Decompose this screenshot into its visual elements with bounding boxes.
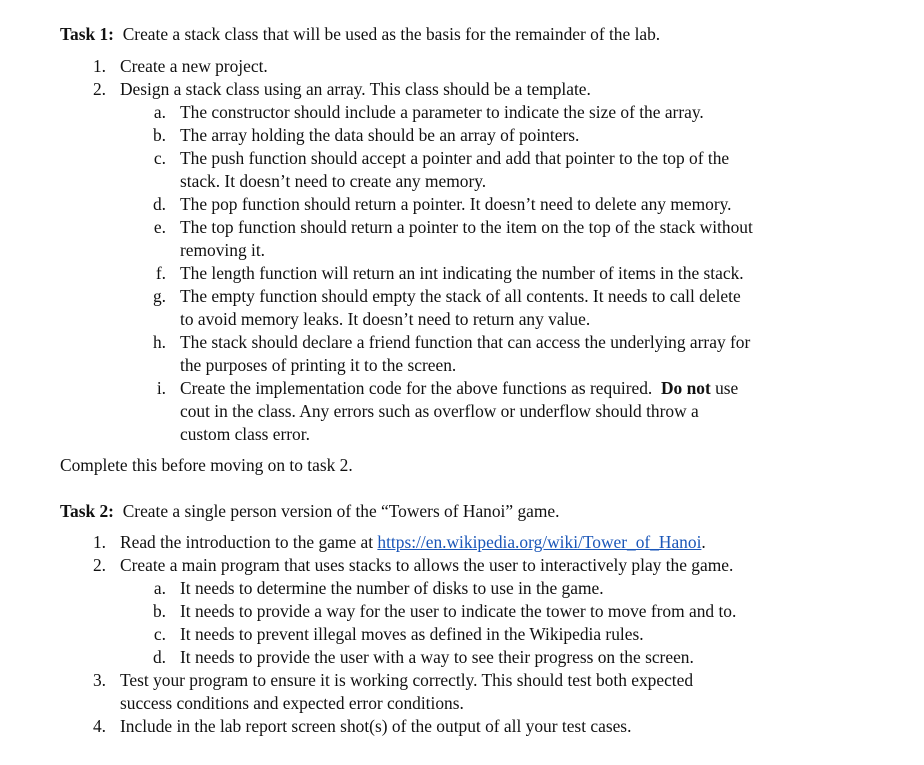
task1-subitem-g-line1: The empty function should empty the stack of all contents. It needs to call delete (180, 286, 741, 306)
task1-subitem-e-letter: e. (153, 217, 166, 237)
task1-subitem-f-line1: The length function will return an int indicating the number of items in the stack. (180, 263, 744, 283)
task1-subitem-d-line1: The pop function should return a pointer. It doesn’t need to delete any memory. (180, 194, 732, 214)
wikipedia-link[interactable]: https://en.wikipedia.org/wiki/Tower_of_Hanoi (377, 532, 702, 552)
task2-title: Create a single person version of the “Towers of Hanoi” game. (122, 501, 560, 521)
task2-item2-number: 2. (92, 555, 106, 575)
task2-subitem-a-letter: a. (153, 578, 166, 598)
task2-heading (60, 500, 559, 523)
task1-subitem-e-line2: removing it. (180, 240, 266, 260)
task2-item3-line1: Test your program to ensure it is working correctly. This should test both expected (120, 670, 694, 690)
task1-subitem-i-line1 (180, 377, 738, 400)
task1-subitem-h-letter: h. (152, 332, 166, 352)
task2-subitem-d-letter: d. (152, 647, 166, 667)
task1-subitem-b-line1: The array holding the data should be an array of pointers. (180, 125, 580, 145)
task2-item4-text: Include in the lab report screen shot(s) of the output of all your test cases. (120, 716, 632, 736)
task2-item3-number: 3. (92, 670, 106, 690)
do-not-emphasis: Do not (660, 378, 711, 398)
task1-subitem-g-line2: to avoid memory leaks. It doesn’t need to return any value. (180, 309, 591, 329)
task2-label: Task 2: (60, 501, 114, 521)
task1-subitem-i-line2: cout in the class. Any errors such as overflow or underflow should throw a (180, 401, 699, 421)
task2-item1-text (120, 531, 706, 554)
task1-item2-text: Design a stack class using an array. This class should be a template. (120, 79, 591, 99)
task2-item4-number: 4. (92, 716, 106, 736)
task1-subitem-c-letter: c. (153, 148, 166, 168)
task1-heading (60, 23, 660, 46)
task1-label: Task 1: (60, 24, 114, 44)
task1-subitem-e-line1: The top function should return a pointer to the item on the top of the stack without (180, 217, 753, 237)
task1-subitem-i-letter: i. (156, 378, 166, 398)
task2-subitem-b-text: It needs to provide a way for the user to indicate the tower to move from and to. (180, 601, 737, 621)
task2-item1-number: 1. (92, 532, 106, 552)
task2-subitem-c-text: It needs to prevent illegal moves as defined in the Wikipedia rules. (180, 624, 644, 644)
task2-item2-text: Create a main program that uses stacks to allows the user to interactively play the game. (120, 555, 734, 575)
task1-subitem-d-letter: d. (152, 194, 166, 214)
task1-subitem-c-line1: The push function should accept a pointer and add that pointer to the top of the (180, 148, 730, 168)
task2-item3-line2: success conditions and expected error conditions. (120, 693, 464, 713)
task1-subitem-a-line1: The constructor should include a parameter to indicate the size of the array. (180, 102, 704, 122)
task2-subitem-d-text: It needs to provide the user with a way to see their progress on the screen. (180, 647, 694, 667)
task2-subitem-a-text: It needs to determine the number of disks to use in the game. (180, 578, 604, 598)
subitem-i-text-pre: Create the implementation code for the above functions as required. (180, 378, 661, 398)
task2-item1-pre: Read the introduction to the game at (120, 532, 378, 552)
task1-item1-number: 1. (92, 56, 106, 76)
task1-subitem-a-letter: a. (153, 102, 166, 122)
task1-subitem-i-line3: custom class error. (180, 424, 310, 444)
subitem-i-text-post: use (710, 378, 739, 398)
task1-subitem-h-line2: the purposes of printing it to the screen. (180, 355, 457, 375)
task1-subitem-b-letter: b. (152, 125, 166, 145)
task1-item1-text: Create a new project. (120, 56, 268, 76)
task2-subitem-c-letter: c. (153, 624, 166, 644)
task1-footer: Complete this before moving on to task 2. (60, 455, 353, 475)
task1-subitem-c-line2: stack. It doesn’t need to create any memory. (180, 171, 487, 191)
task1-subitem-f-letter: f. (155, 263, 166, 283)
task2-item1-post: . (701, 532, 706, 552)
task2-subitem-b-letter: b. (152, 601, 166, 621)
task1-subitem-h-line1: The stack should declare a friend function that can access the underlying array for (180, 332, 751, 352)
task1-item2-number: 2. (92, 79, 106, 99)
task1-title: Create a stack class that will be used as the basis for the remainder of the lab. (122, 24, 661, 44)
task1-subitem-g-letter: g. (152, 286, 166, 306)
